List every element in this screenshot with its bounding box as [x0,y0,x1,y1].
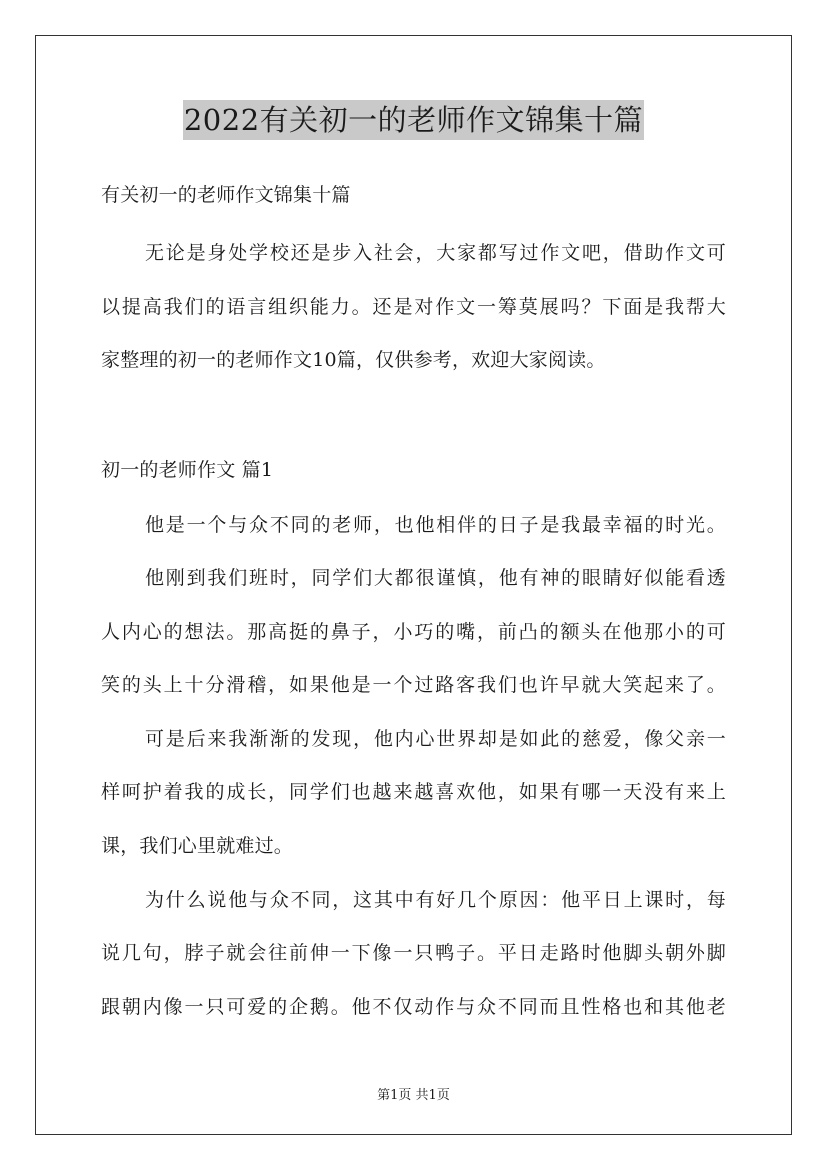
body-line-10: 跟朝内像一只可爱的企鹅。他不仅动作与众不同而且性格也和其他老 [101,996,726,1018]
body-line-7: 课，我们心里就难过。 [101,835,294,857]
document-subtitle: 有关初一的老师作文锦集十篇 [101,184,351,206]
document-title: 2022有关初一的老师作文锦集十篇 [183,100,644,140]
body-line-9: 说几句，脖子就会往前伸一下像一只鸭子。平日走路时他脚头朝外脚 [101,942,726,964]
intro-line-2: 以提高我们的语言组织能力。还是对作文一筹莫展吗？下面是我帮大 [101,296,726,318]
body-line-8: 为什么说他与众不同，这其中有好几个原因：他平日上课时，每 [145,889,726,911]
intro-line-3: 家整理的初一的老师作文10篇，仅供参考，欢迎大家阅读。 [101,349,606,371]
page-footer: 第1页 共1页 [377,1088,450,1103]
intro-line-1: 无论是身处学校还是步入社会，大家都写过作文吧，借助作文可 [145,242,726,264]
body-line-4: 笑的头上十分滑稽，如果他是一个过路客我们也许早就大笑起来了。 [101,674,726,696]
body-line-1: 他是一个与众不同的老师，也他相伴的日子是我最幸福的时光。 [145,514,726,536]
body-line-2: 他刚到我们班时，同学们大都很谨慎，他有神的眼睛好似能看透 [145,567,726,589]
title-container [0,100,827,140]
body-line-5: 可是后来我渐渐的发现，他内心世界却是如此的慈爱，像父亲一 [145,728,726,750]
body-line-6: 样呵护着我的成长，同学们也越来越喜欢他，如果有哪一天没有来上 [101,781,726,803]
section-heading: 初一的老师作文 篇1 [101,459,274,481]
body-line-3: 人内心的想法。那高挺的鼻子，小巧的嘴，前凸的额头在他那小的可 [101,621,726,643]
